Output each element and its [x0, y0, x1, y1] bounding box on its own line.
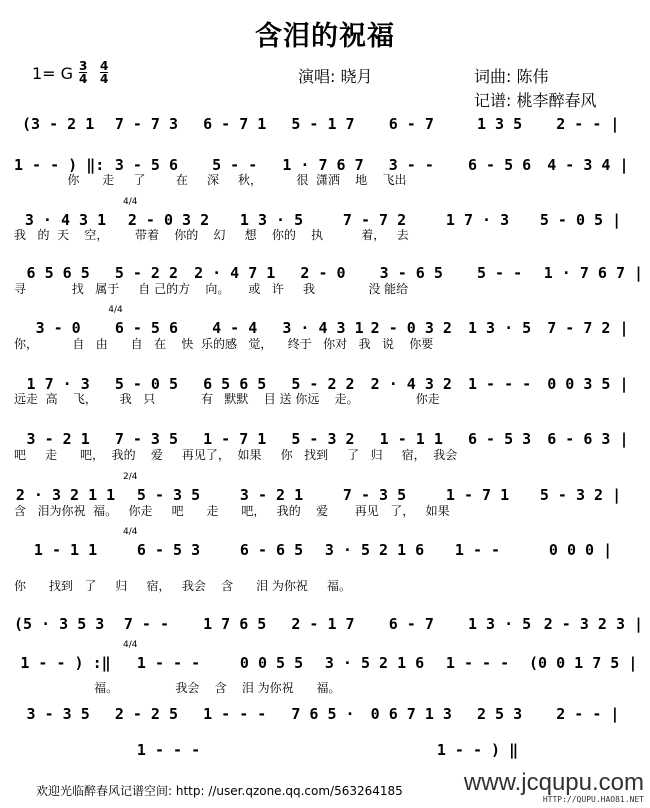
lyrics-line: 你， 自 由 自 在 快 乐的感 觉， 终于 你对 我 说 你要 — [14, 337, 434, 351]
measure: 6 - 7 — [388, 115, 434, 133]
measure: 2 - 2 5 — [114, 705, 179, 723]
measure: 1 - 1 1 — [379, 430, 443, 448]
measure: 6 - 6 5 — [239, 541, 304, 559]
measure: 2 - 0 — [300, 264, 346, 282]
lyrics-line: 你 找到 了 归 宿， 我会 含 泪 为你祝 福。 — [14, 579, 351, 593]
measure: 5 - 3 5 — [136, 486, 201, 504]
measure: 0 0 5 5 — [239, 654, 304, 672]
measure: 6 - 7 — [388, 615, 434, 633]
composer-credit: 词曲: 陈伟 — [474, 67, 549, 86]
measure: 3 - 2 1 — [239, 486, 304, 504]
measure: 6 - 6 3 | — [547, 430, 629, 448]
singer-credit: 演唱: 晓月 — [298, 67, 373, 86]
measure: 0 6 7 1 3 — [370, 705, 452, 723]
meter-change-marker: 4/4 — [123, 527, 138, 537]
measure: 7 - 7 2 | — [547, 319, 629, 337]
measure: 2 - 3 2 3 | — [543, 615, 644, 633]
measure: 1 - - - — [467, 375, 532, 393]
measure: 3 - 6 5 — [379, 264, 443, 282]
watermark-url: HTTP://QUPU.HAO81.NET — [542, 795, 644, 804]
measure: 6 5 6 5 — [26, 264, 90, 282]
measure: 5 - 1 7 — [291, 115, 355, 133]
measure: 3 · 5 2 1 6 — [324, 541, 425, 559]
measure: (5 · 3 5 3 — [14, 615, 105, 633]
measure: 6 - 5 3 — [136, 541, 201, 559]
measure: 7 - 3 5 — [342, 486, 407, 504]
measure: 1 7 · 3 — [445, 211, 510, 229]
measure: 3 · 4 3 1 — [24, 211, 107, 229]
measure: 5 - 2 2 — [291, 375, 355, 393]
meter-change-marker: 4/4 — [123, 640, 138, 650]
measure: 2 · 4 7 1 — [194, 264, 276, 282]
measure: 7 - 3 5 — [114, 430, 179, 448]
measure: 1 3 · 5 — [239, 211, 304, 229]
measure: 3 - 0 — [35, 319, 81, 337]
measure: 4 - 4 — [212, 319, 258, 337]
measure: 3 · 4 3 1 — [282, 319, 364, 337]
measure: 3 - 5 6 — [114, 156, 179, 174]
measure: 7 - 7 2 — [342, 211, 407, 229]
measure: 2 - - | — [556, 115, 620, 133]
meter-change-marker: 4/4 — [108, 305, 123, 315]
measure: 3 - 2 1 — [26, 430, 90, 448]
time-sig-denominator: 4 — [79, 72, 88, 86]
measure: 1 - - - — [136, 654, 201, 672]
meter-change-marker: 4/4 — [123, 197, 138, 207]
measure: 5 - 3 2 | — [539, 486, 622, 504]
footer-welcome: 欢迎光临醉春风记谱空间: http: //user.qzone.qq.com/563264185 — [36, 784, 403, 798]
measure: 1 - - — [454, 541, 501, 559]
measure: 3 · 5 2 1 6 — [324, 654, 425, 672]
measure: 2 - - | — [556, 705, 620, 723]
lyrics-line: 寻 找 属于 自 己的方 向。 或 许 我 没 能给 — [14, 282, 409, 296]
song-title: 含泪的祝福 — [255, 21, 395, 52]
time-sig-numerator: 3 — [79, 59, 88, 73]
measure: 1 7 · 3 — [26, 375, 90, 393]
notation-line — [0, 538, 650, 562]
measure: 5 - 0 5 — [114, 375, 179, 393]
measure: 5 - 3 2 — [291, 430, 355, 448]
measure: 1 3 · 5 — [467, 319, 532, 337]
measure: 1 - - ) ‖: — [14, 156, 105, 174]
measure: 1 - - ) ‖ — [436, 741, 519, 759]
measure: 7 - 7 3 — [114, 115, 179, 133]
measure: 1 - 7 1 — [445, 486, 510, 504]
time-sig-numerator: 4 — [100, 59, 109, 73]
lyrics-line: 含 泪为你祝 福。 你走 吧 走 吧， 我的 爱 再见 了， 如果 — [14, 504, 450, 518]
measure: 0 0 0 | — [548, 541, 613, 559]
lyrics-line: 吧 走 吧， 我的 爱 再见了， 如果 你 找到 了 归 宿， 我会 — [14, 448, 458, 462]
measure: 2 5 3 — [476, 705, 523, 723]
meter-change-marker: 2/4 — [123, 472, 138, 482]
measure: 1 - 1 1 — [33, 541, 98, 559]
measure: 5 - - — [212, 156, 258, 174]
measure: 2 · 4 3 2 — [370, 375, 452, 393]
notation-line — [0, 738, 650, 762]
measure: 6 - 5 6 — [467, 156, 532, 174]
lyrics-line: 福。 我会 含 泪 为你祝 福。 — [14, 681, 341, 695]
lyrics-line: 你 走 了 在 深 秋， 很 潇洒 地 飞出 — [14, 173, 407, 187]
measure: 6 - 7 1 — [203, 115, 267, 133]
measure: 5 - 2 2 — [114, 264, 179, 282]
measure: 3 - 3 5 — [26, 705, 90, 723]
measure: 1 - - - — [445, 654, 510, 672]
key-signature: 1= G — [32, 64, 74, 83]
measure: 1 3 5 — [476, 115, 523, 133]
notation-line — [0, 612, 650, 636]
measure: 2 - 0 3 2 — [127, 211, 210, 229]
measure: (0 0 1 7 5 | — [529, 654, 638, 672]
measure: 5 - - — [476, 264, 523, 282]
time-sig-denominator: 4 — [100, 72, 109, 86]
measure: 1 3 · 5 — [467, 615, 532, 633]
notation-line — [0, 702, 650, 726]
measure: 2 · 3 2 1 1 — [15, 486, 116, 504]
transcriber-credit: 记谱: 桃李醉春风 — [474, 91, 597, 110]
notation-line — [0, 112, 650, 136]
measure: 2 - 1 7 — [291, 615, 355, 633]
measure: 6 5 6 5 — [203, 375, 267, 393]
measure: 1 - - - — [203, 705, 267, 723]
measure: 1 · 7 6 7 | — [543, 264, 644, 282]
measure: 7 6 5 · — [291, 705, 355, 723]
notation-line — [0, 651, 650, 675]
measure: (3 - 2 1 — [22, 115, 95, 133]
measure: 2 - 0 3 2 — [370, 319, 452, 337]
measure: 7 - - — [123, 615, 169, 633]
lyrics-line: 远走 高 飞， 我 只 有 默默 目 送 你远 走。 你走 — [14, 392, 440, 406]
measure: 5 - 0 5 | — [539, 211, 622, 229]
measure: 6 - 5 6 — [114, 319, 179, 337]
measure: 1 - - ) :‖ — [20, 654, 111, 672]
measure: 4 - 3 4 | — [547, 156, 629, 174]
measure: 1 · 7 6 7 — [282, 156, 364, 174]
measure: 0 0 3 5 | — [547, 375, 629, 393]
lyrics-line: 我 的 天 空， 带着 你的 幻 想 你的 执 着， 去 — [14, 228, 409, 242]
measure: 1 7 6 5 — [203, 615, 267, 633]
watermark-site: www.jcqupu.com — [463, 769, 644, 796]
measure: 6 - 5 3 — [467, 430, 532, 448]
measure: 1 - 7 1 — [203, 430, 267, 448]
measure: 3 - - — [388, 156, 434, 174]
measure: 1 - - - — [136, 741, 201, 759]
